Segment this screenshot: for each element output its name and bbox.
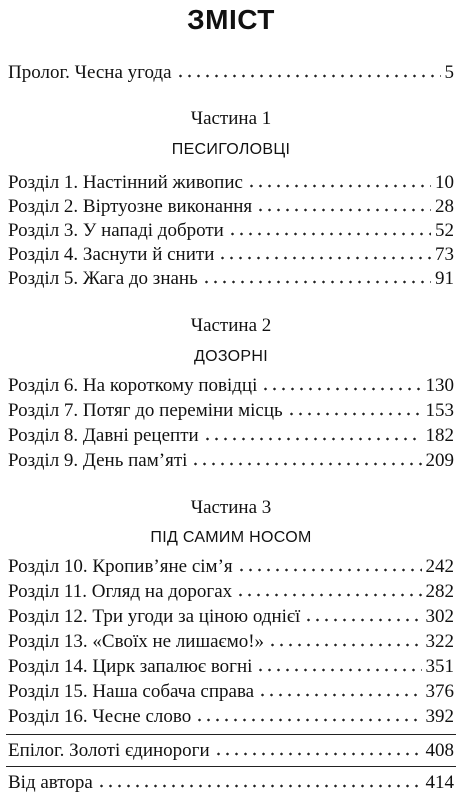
toc-entry-chapter-6[interactable] [8,373,454,397]
toc-entry-label: Розділ 12. Три угоди за ціною однієї [8,606,301,627]
dot-leader [256,667,421,673]
dot-leader [218,255,431,261]
part-3-heading: Частина 3 [190,497,272,518]
toc-entry-page: 322 [425,631,454,652]
toc-entry-chapter-12[interactable] [8,604,454,628]
toc-entry-afterword[interactable] [8,770,454,794]
dot-leader [97,783,422,789]
toc-entry-label: Розділ 7. Потяг до переміни місць [8,400,283,421]
toc-entry-label: Розділ 2. Віртуозне виконання [8,196,253,217]
toc-entry-label: Від автора [8,772,93,793]
toc-entry-page: 130 [425,375,454,396]
part-1-name: ПЕСИГОЛОВЦІ [171,141,291,158]
toc-entry-label: Розділ 16. Чесне слово [8,706,192,727]
toc-entry-label: Розділ 13. «Своїх не лишаємо!» [8,631,265,652]
dot-leader [228,231,431,237]
toc-entry-label: Розділ 8. Давні рецепти [8,425,199,446]
toc-entry-chapter-11[interactable] [8,579,454,603]
toc-entry-page: 282 [425,581,454,602]
toc-entry-chapter-2[interactable] [8,194,454,218]
toc-entry-label: Розділ 6. На короткому повідці [8,375,258,396]
toc-entry-chapter-4[interactable] [8,242,454,266]
toc-entry-label: Розділ 15. Наша собача справа [8,681,255,702]
dot-leader [261,386,421,392]
part-1-heading: Частина 1 [190,108,272,129]
page-title: ЗМІСТ [187,4,275,35]
toc-entry-page: 5 [444,62,454,83]
toc-entry-page: 52 [435,220,454,241]
toc-entry-chapter-5[interactable] [8,266,454,290]
toc-entry-chapter-1[interactable] [8,170,454,194]
toc-entry-label: Розділ 4. Заснути й снити [8,244,215,265]
dot-leader [176,73,441,79]
toc-entry-chapter-13[interactable] [8,629,454,653]
dot-leader [268,642,421,648]
dot-leader [191,461,421,467]
toc-entry-page: 10 [435,172,454,193]
toc-entry-page: 302 [425,606,454,627]
toc-entry-page: 73 [435,244,454,265]
toc-entry-page: 242 [425,556,454,577]
section-divider [6,734,456,735]
toc-entry-label: Епілог. Золоті єдинороги [8,740,210,761]
toc-entry-chapter-8[interactable] [8,423,454,447]
dot-leader [247,183,431,189]
dot-leader [236,592,421,598]
toc-entry-label: Розділ 3. У нападі доброти [8,220,224,241]
dot-leader [203,436,422,442]
dot-leader [237,567,422,573]
toc-entry-chapter-3[interactable] [8,218,454,242]
toc-entry-page: 209 [425,450,454,471]
dot-leader [256,207,431,213]
toc-entry-label: Пролог. Чесна угода [8,62,172,83]
toc-entry-chapter-16[interactable] [8,704,454,728]
dot-leader [304,617,421,623]
dot-leader [195,717,421,723]
toc-entry-page: 408 [425,740,454,761]
toc-entry-label: Розділ 14. Цирк запалює вогні [8,656,253,677]
toc-entry-chapter-7[interactable] [8,398,454,422]
toc-entry-label: Розділ 1. Настінний живопис [8,172,243,193]
toc-entry-epilogue[interactable] [8,738,454,762]
toc-entry-page: 28 [435,196,454,217]
dot-leader [214,751,422,757]
toc-entry-chapter-15[interactable] [8,679,454,703]
toc-entry-label: Розділ 5. Жага до знань [8,268,198,289]
toc-entry-page: 351 [425,656,454,677]
toc-entry-label: Розділ 9. День пам’яті [8,450,188,471]
dot-leader [287,411,422,417]
toc-entry-page: 392 [425,706,454,727]
section-divider [6,766,456,767]
toc-entry-page: 376 [425,681,454,702]
toc-entry-chapter-14[interactable] [8,654,454,678]
toc-entry-chapter-10[interactable] [8,554,454,578]
part-2-heading: Частина 2 [190,315,272,336]
part-2-name: ДОЗОРНІ [194,348,268,365]
toc-entry-page: 91 [435,268,454,289]
part-3-name: ПІД САМИМ НОСОМ [150,529,312,546]
dot-leader [202,279,431,285]
toc-entry-chapter-9[interactable] [8,448,454,472]
toc-entry-page: 153 [425,400,454,421]
toc-entry-label: Розділ 11. Огляд на дорогах [8,581,233,602]
dot-leader [258,692,421,698]
toc-entry-page: 182 [425,425,454,446]
toc-entry-label: Розділ 10. Кропив’яне сім’я [8,556,233,577]
toc-entry-page: 414 [425,772,454,793]
toc-entry-prologue[interactable] [8,60,454,84]
